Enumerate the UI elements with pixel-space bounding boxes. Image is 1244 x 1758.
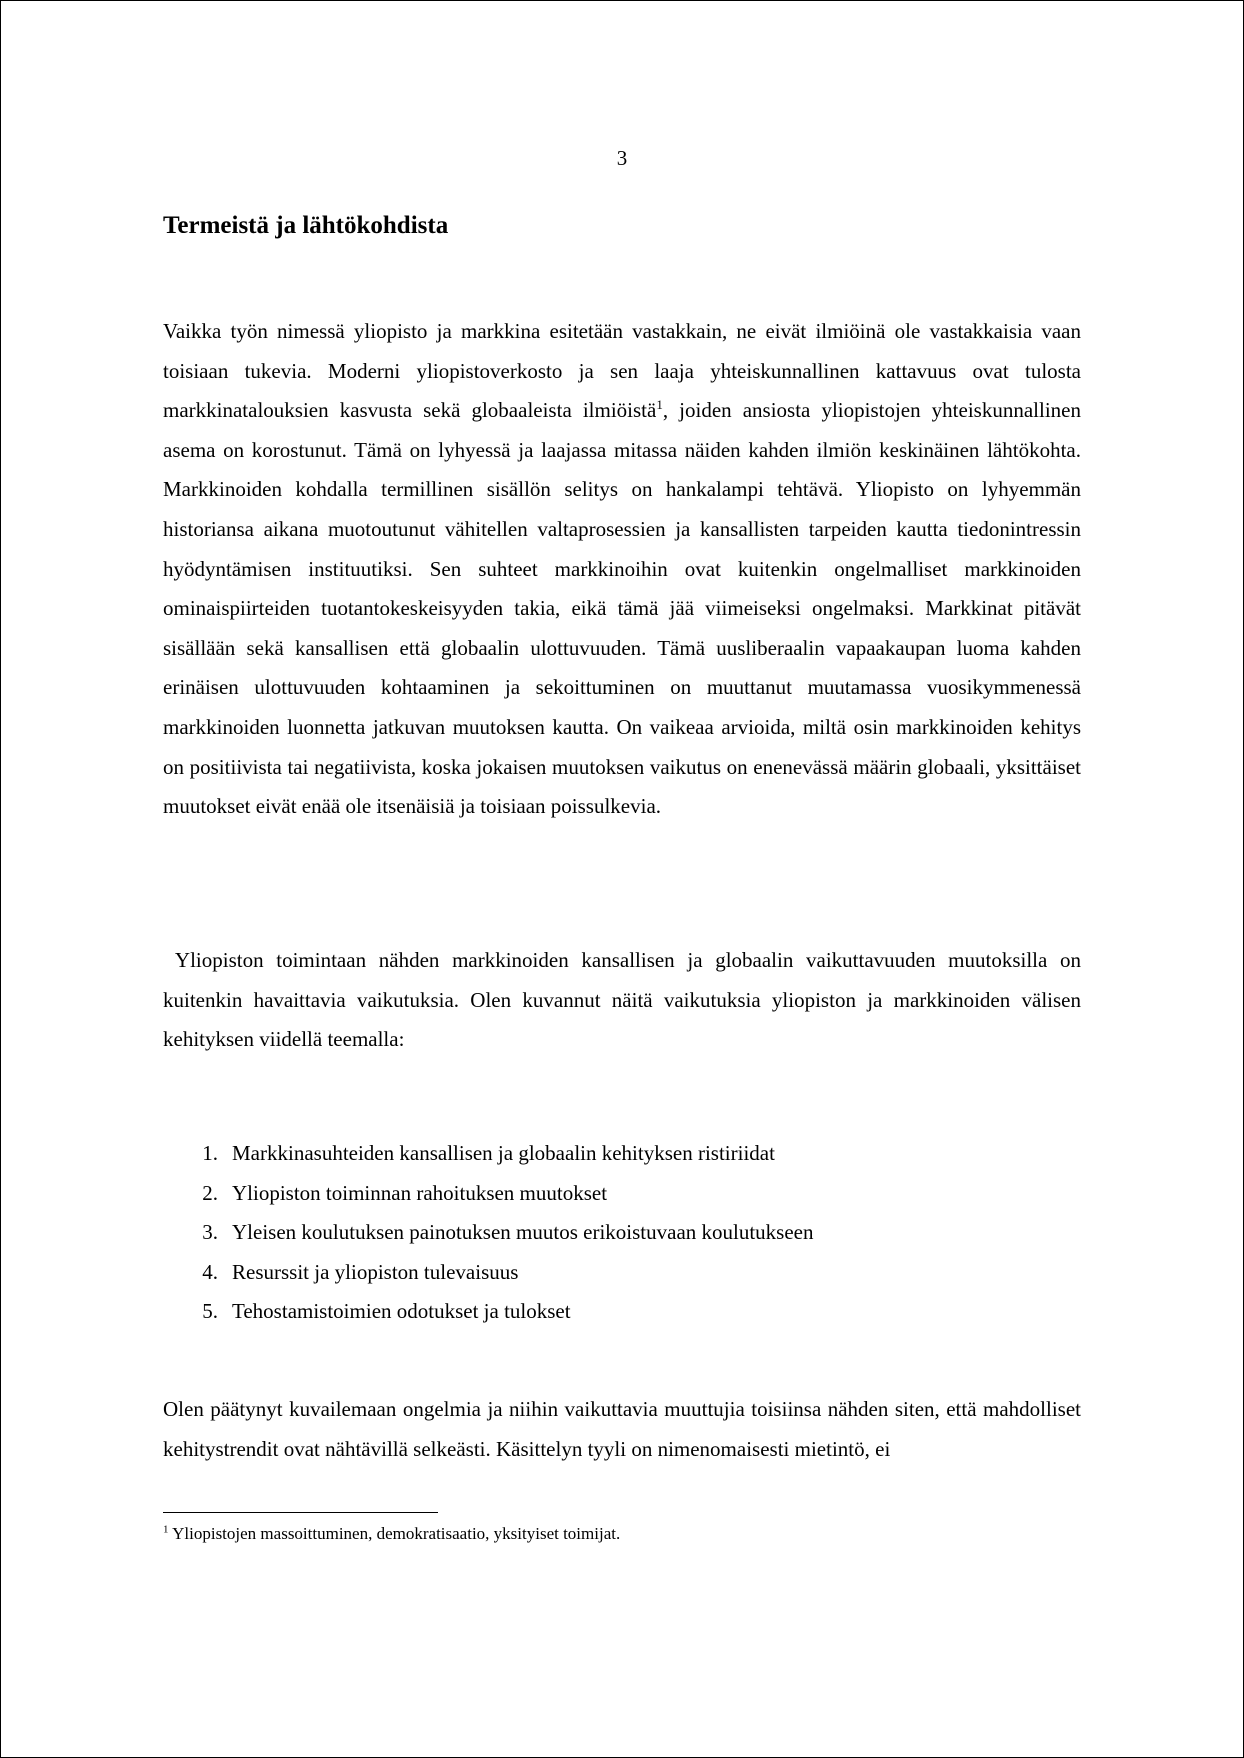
list-item bbox=[163, 1213, 1081, 1253]
list-item-number: 1. bbox=[202, 1141, 218, 1165]
footnote-text: Yliopistojen massoittuminen, demokratisaatio, yksityiset toimijat. bbox=[172, 1524, 621, 1543]
paragraph-intro-text-start: Vaikka työn nimessä yliopisto ja markkina esitetään vastakkain, ne eivät ilmiöinä ole vastakkaisia vaan toisiaan tukevia. Moderni yliopistoverkosto ja sen laaja yhteiskunnallinen kattavuus ovat tulosta markkinatalouksien kasvusta sekä globaaleista ilmiöistä bbox=[163, 319, 1081, 423]
list-item-text: Yleisen koulutuksen painotuksen muutos erikoistuvaan koulutukseen bbox=[232, 1220, 814, 1245]
leading-space bbox=[163, 948, 175, 972]
list-item-text: Tehostamistoimien odotukset ja tulokset bbox=[232, 1299, 571, 1324]
paragraph-themes-intro-text: Yliopiston toimintaan nähden markkinoiden kansallisen ja globaalin vaikuttavuuden muutoksilla on kuitenkin havaittavia vaikutuksia. Olen kuvannut näitä vaikutuksia yliopiston ja markkinoiden välisen kehityksen viidellä teemalla: bbox=[163, 948, 1081, 1052]
list-item-text: Yliopiston toiminnan rahoituksen muutokset bbox=[232, 1180, 608, 1205]
footnote-marker: 1 bbox=[163, 1523, 169, 1536]
footnote-divider bbox=[163, 1512, 438, 1513]
page-number: 3 bbox=[616, 146, 628, 170]
footnote bbox=[163, 1522, 620, 1546]
list-item bbox=[163, 1174, 1081, 1214]
list-item bbox=[163, 1134, 1081, 1174]
list-item-text: Markkinasuhteiden kansallisen ja globaalin kehityksen ristiriidat bbox=[232, 1141, 775, 1165]
list-item bbox=[163, 1292, 1081, 1332]
paragraph-intro bbox=[163, 312, 1081, 827]
list-item-number: 5. bbox=[202, 1299, 218, 1324]
paragraph-method: Olen päätynyt kuvailemaan ongelmia ja niihin vaikuttavia muuttujia toisiinsa nähden siten, että mahdolliset kehitystrendit ovat nähtävillä selkeästi. Käsittelyn tyyli on nimenomaisesti mietintö, ei bbox=[163, 1397, 1081, 1461]
list-item bbox=[163, 1253, 1081, 1293]
list-item-number: 4. bbox=[202, 1259, 218, 1284]
footnote-reference[interactable]: 1 bbox=[656, 397, 663, 413]
list-item-number: 3. bbox=[202, 1220, 218, 1245]
list-item-number: 2. bbox=[202, 1180, 218, 1205]
paragraph-themes-intro bbox=[163, 941, 1081, 1060]
section-heading: Termeistä ja lähtökohdista bbox=[163, 212, 449, 239]
theme-list bbox=[163, 1134, 1081, 1332]
list-item-text: Resurssit ja yliopiston tulevaisuus bbox=[232, 1259, 519, 1284]
paragraph-intro-text-end: , joiden ansiosta yliopistojen yhteiskunnallinen asema on korostunut. Tämä on lyhyessä ja laajassa mitassa näiden kahden ilmiön keskinäinen lähtökohta. Markkinoiden kohdalla termillinen sisällön selitys on hankalampi tehtävä. Yliopisto on lyhyemmän historiansa aikana muotoutunut vähitellen valtaprosessien ja kansallisten tarpeiden kautta tiedonintressin hyödyntämisen instituutiksi. Sen suhteet markkinoihin ovat kuitenkin ongelmalliset markkinoiden ominaispiirteiden tuotantokeskeisyyden takia, eikä tämä jää viimeiseksi ongelmaksi. Markkinat pitävät sisällään sekä kansallisen että globaalin ulottuvuuden. Tämä uusliberaalin vapaakaupan luoma kahden erinäisen ulottuvuuden kohtaaminen ja sekoittuminen on muuttanut muutamassa vuosikymmenessä markkinoiden luonnetta jatkuvan muutoksen kautta. On vaikeaa arvioida, miltä osin markkinoiden kehitys on positiivista tai negatiivista, koska jokaisen muutoksen vaikutus on enenevässä määrin globaali, yksittäiset muutokset eivät enää ole itsenäisiä ja toisiaan poissulkevia. bbox=[163, 398, 1081, 819]
